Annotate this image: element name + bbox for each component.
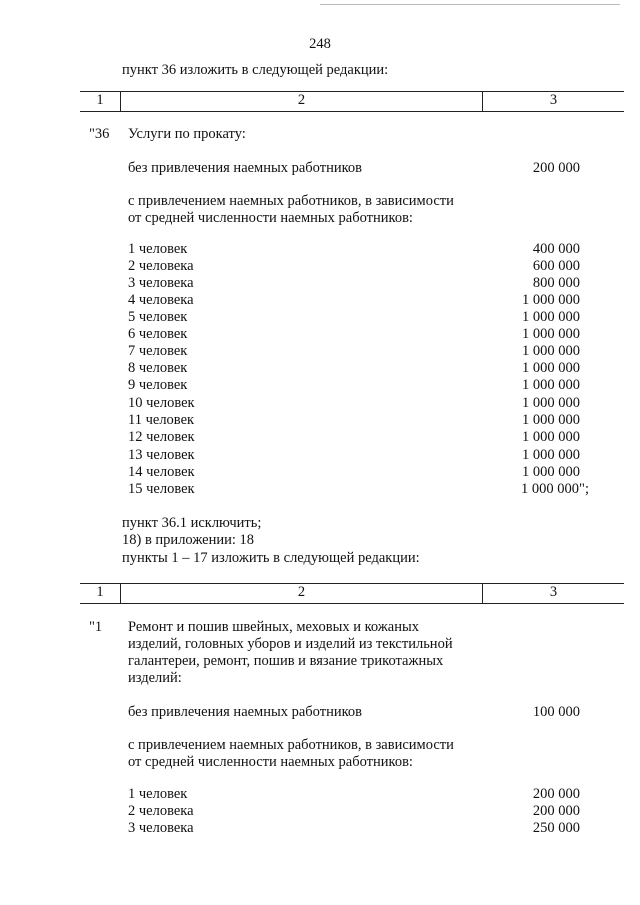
table-row-label: 3 человека [128, 275, 194, 291]
item-1-without-label: без привлечения наемных работников [128, 704, 362, 720]
table-row-value: 1 000 000 [522, 429, 580, 445]
table-row-label: 9 человек [128, 377, 188, 393]
table-row-label: 6 человек [128, 326, 188, 342]
table-row-label: 8 человек [128, 360, 188, 376]
paragraph-18: 18) в приложении: 18 [122, 532, 255, 548]
item-1-with-line-1: с привлечением наемных работников, в зависимости [128, 737, 454, 753]
table-row-value: 1 000 000 [522, 464, 580, 480]
table-row-value: 1 000 000 [522, 309, 580, 325]
item-1-title-line-3: галантереи, ремонт, пошив и вязание трикотажных [128, 653, 444, 669]
table-row-value: 1 000 000 [522, 377, 580, 393]
column-header-row-1 [80, 91, 624, 112]
item-36-without-value: 200 000 [532, 160, 580, 176]
table-row-label: 14 человек [128, 464, 195, 480]
table-row-label: 3 человека [128, 820, 194, 836]
table-row-label: 4 человека [128, 292, 194, 308]
table-row-value: 1 000 000 [522, 292, 580, 308]
table-row-label: 1 человек [128, 241, 188, 257]
scan-edge-line [320, 4, 620, 6]
table-row-label: 2 человека [128, 258, 194, 274]
item-36-without-label: без привлечения наемных работников [128, 160, 362, 176]
table-row-label: 10 человек [128, 395, 195, 411]
table-row-label: 13 человек [128, 447, 195, 463]
table-row-value: 1 000 000 [522, 412, 580, 428]
page-number: 248 [309, 36, 331, 52]
table-row-value: 1 000 000 [522, 326, 580, 342]
item-36-title: Услуги по прокату: [128, 126, 246, 142]
column-header-3: 3 [549, 584, 558, 600]
table-row-value: 250 000 [532, 820, 580, 836]
item-1-without-value: 100 000 [532, 704, 580, 720]
table-row-value: 1 000 000 [522, 447, 580, 463]
item-36-with-line-1: с привлечением наемных работников, в зависимости [128, 193, 454, 209]
item-1-code: "1 [89, 619, 103, 635]
item-1-title-line-1: Ремонт и пошив швейных, меховых и кожаных [128, 619, 419, 635]
table-row-label: 15 человек [128, 481, 195, 497]
column-header-3: 3 [549, 92, 558, 108]
column-header-row-2 [80, 583, 624, 604]
table-row-value: 200 000 [532, 803, 580, 819]
paragraph-1-17: пункты 1 – 17 изложить в следующей редакции: [122, 550, 420, 566]
table-row-label: 2 человека [128, 803, 194, 819]
item-1-title-line-4: изделий: [128, 670, 182, 686]
column-header-2: 2 [121, 584, 483, 603]
table-row-value: 1 000 000 [522, 395, 580, 411]
table-row-value: 400 000 [532, 241, 580, 257]
table-row-label: 1 человек [128, 786, 188, 802]
table-row-value: 600 000 [532, 258, 580, 274]
column-header-1: 1 [80, 92, 121, 111]
table-row-value: 800 000 [532, 275, 580, 291]
table-row-value: 1 000 000 [522, 343, 580, 359]
item-36-code: "36 [89, 126, 110, 142]
table-row-value: 1 000 000 [522, 360, 580, 376]
item-1-title-line-2: изделий, головных уборов и изделий из текстильной [128, 636, 453, 652]
item-36-with-line-2: от средней численности наемных работников: [128, 210, 413, 226]
table-row-value: 1 000 000"; [521, 481, 589, 497]
intro-paragraph-36: пункт 36 изложить в следующей редакции: [122, 62, 389, 78]
table-row-label: 11 человек [128, 412, 195, 428]
paragraph-36-1: пункт 36.1 исключить; [122, 515, 262, 531]
column-header-1: 1 [80, 584, 121, 603]
table-row-label: 5 человек [128, 309, 188, 325]
table-row-value: 200 000 [532, 786, 580, 802]
column-header-2: 2 [121, 92, 483, 111]
table-row-label: 7 человек [128, 343, 188, 359]
table-row-label: 12 человек [128, 429, 195, 445]
item-1-with-line-2: от средней численности наемных работников: [128, 754, 413, 770]
